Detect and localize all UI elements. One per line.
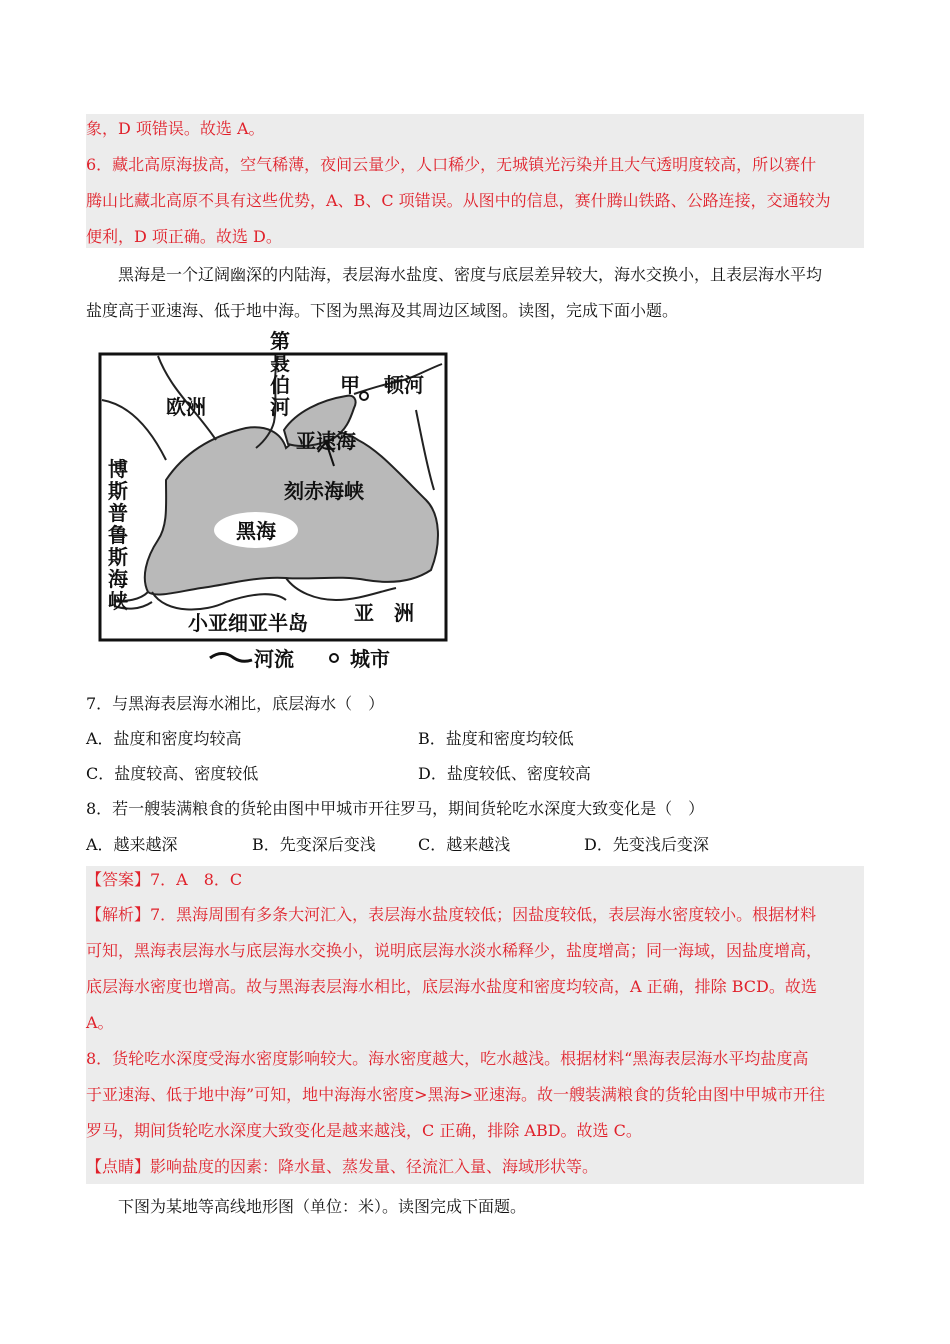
q8-option-d: D．先变浅后变深 <box>584 835 709 854</box>
label-dnieper-1: 第 <box>270 330 290 353</box>
answer-label: 【答案】7．A 8．C <box>86 870 243 889</box>
label-europe: 欧洲 <box>166 395 206 419</box>
q6-analysis-line3: 便利，D 项正确。故选 D。 <box>86 227 282 246</box>
label-bosporus-5: 斯 <box>108 545 128 569</box>
intro-line2: 盐度高于亚速海、低于地中海。下图为黑海及其周边区域图。读图，完成下面小题。 <box>86 301 679 320</box>
legend-city-label: 城市 <box>350 647 390 670</box>
label-dnieper-2: 聂 <box>270 351 290 375</box>
label-asia-minor: 小亚细亚半岛 <box>188 611 308 635</box>
answer-note: 【点睛】影响盐度的因素：降水量、蒸发量、径流汇入量、海域形状等。 <box>86 1157 599 1176</box>
legend-river-label: 河流 <box>254 647 294 670</box>
analysis-line2: 可知，黑海表层海水与底层海水交换小，说明底层海水淡水稀释少，盐度增高；同一海域，因盐度增高， <box>86 941 823 960</box>
label-bosporus-3: 普 <box>108 501 128 525</box>
black-sea-map <box>96 330 456 670</box>
q7-option-a: A．盐度和密度均较高 <box>86 729 242 748</box>
prev-answer-line1: 象，D 项错误。故选 A。 <box>86 119 265 138</box>
intro-line1: 黑海是一个辽阔幽深的内陆海，表层海水盐度、密度与底层差异较大，海水交换小，且表层海水平均 <box>118 265 823 284</box>
q7-option-c: C．盐度较高、密度较低 <box>86 764 259 783</box>
label-dnieper-3: 伯 <box>270 373 290 397</box>
q7-stem: 7．与黑海表层海水湘比，底层海水（ ） <box>86 694 385 713</box>
label-azov: 亚速海 <box>296 429 356 453</box>
label-kerch: 刻赤海峡 <box>284 479 364 503</box>
label-bosporus-4: 鲁 <box>108 523 128 547</box>
q8-option-a: A．越来越深 <box>86 835 178 854</box>
label-bosporus-7: 峡 <box>108 589 128 613</box>
analysis-line4: A。 <box>86 1013 114 1032</box>
label-don: 顿河 <box>384 373 424 397</box>
label-city-jia: 甲 <box>340 373 360 397</box>
q8-analysis-line3: 罗马，期间货轮吃水深度大致变化是越来越浅，C 正确，排除 ABD。故选 C。 <box>86 1121 642 1140</box>
q8-stem: 8．若一艘装满粮食的货轮由图中甲城市开往罗马，期间货轮吃水深度大致变化是（ ） <box>86 799 705 818</box>
q8-option-c: C．越来越浅 <box>418 835 511 854</box>
q6-analysis-line2: 腾山比藏北高原不具有这些优势，A、B、C 项错误。从图中的信息，赛什腾山铁路、公路连接，交通较为 <box>86 191 831 210</box>
analysis-line3: 底层海水密度也增高。故与黑海表层海水相比，底层海水盐度和密度均较高，A 正确，排除 BCD。故选 <box>86 977 817 996</box>
next-intro: 下图为某地等高线地形图（单位：米）。读图完成下面题。 <box>118 1197 527 1216</box>
label-black-sea: 黑海 <box>236 519 276 543</box>
legend-city-icon <box>330 654 338 662</box>
analysis-line1: 【解析】7．黑海周围有多条大河汇入，表层海水盐度较低；因盐度较低，表层海水密度较小。根据材料 <box>86 905 817 924</box>
q8-analysis-line2: 于亚速海、低于地中海”可知，地中海海水密度>黑海>亚速海。故一艘装满粮食的货轮由图中甲城市开往 <box>86 1085 825 1104</box>
q6-analysis-line1: 6．藏北高原海拔高，空气稀薄，夜间云量少，人口稀少，无城镇光污染并且大气透明度较高，所以赛什 <box>86 155 817 174</box>
label-bosporus-1: 博 <box>108 457 128 481</box>
label-bosporus-2: 斯 <box>108 479 128 503</box>
city-jia-marker <box>360 392 368 400</box>
q7-option-b: B．盐度和密度均较低 <box>418 729 574 748</box>
q8-option-b: B．先变深后变浅 <box>252 835 376 854</box>
label-asia: 亚 洲 <box>354 601 414 625</box>
legend-river-icon <box>210 654 252 662</box>
q8-analysis-line1: 8．货轮吃水深度受海水密度影响较大。海水密度越大，吃水越浅。根据材料“黑海表层海水平均盐度高 <box>86 1049 809 1068</box>
label-bosporus-6: 海 <box>108 567 128 591</box>
q7-option-d: D．盐度较低、密度较高 <box>418 764 591 783</box>
label-dnieper-4: 河 <box>270 395 290 419</box>
